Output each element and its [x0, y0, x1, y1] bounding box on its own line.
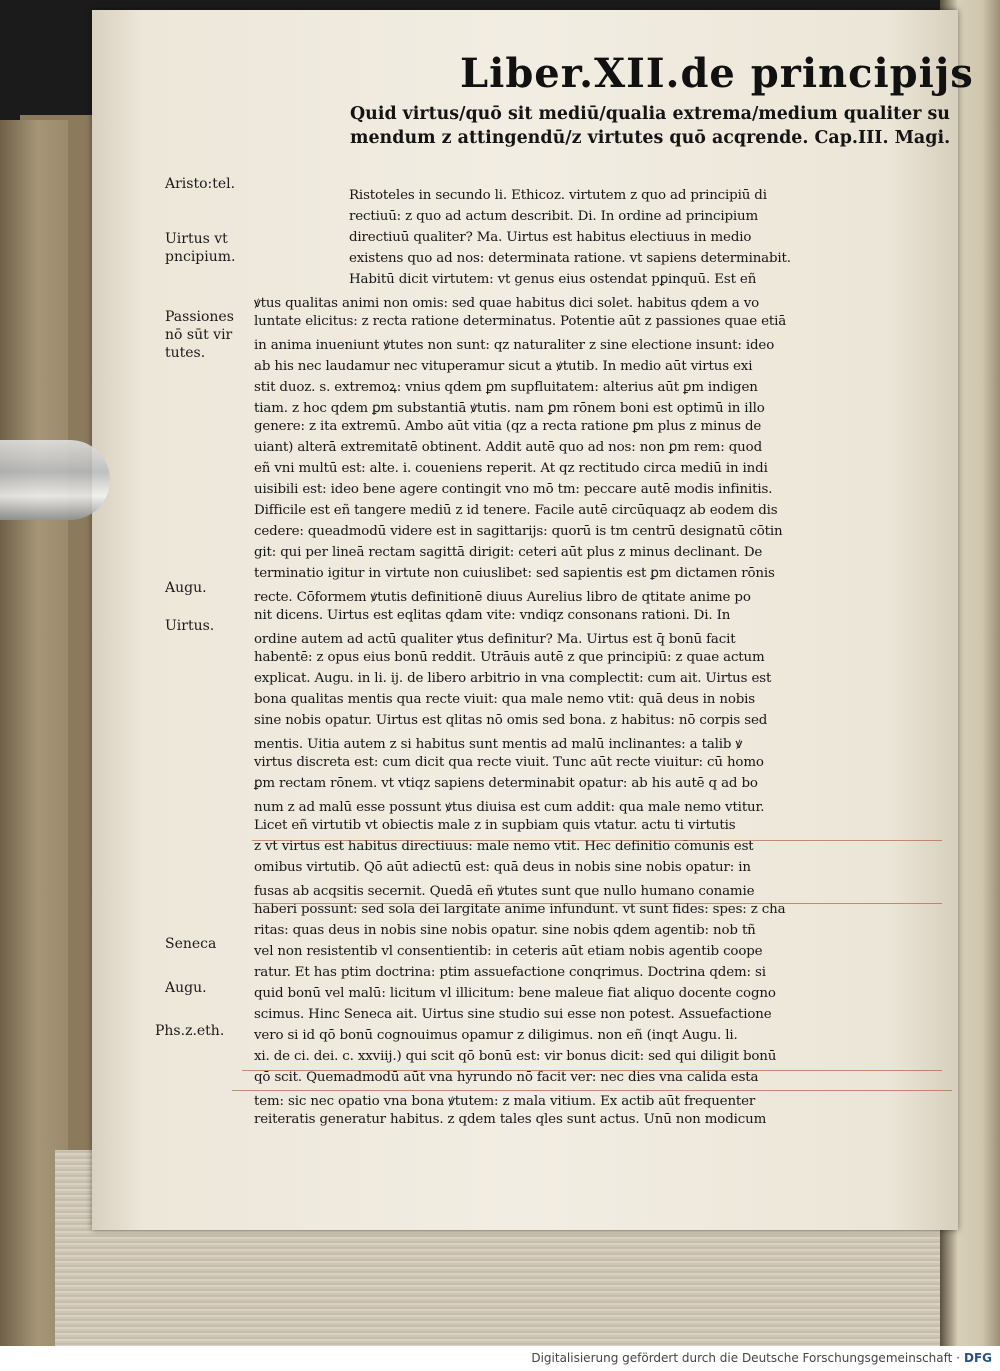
text-line: uisibili est: ideo bene agere contingit vno mō tm: peccare autē modis infinitis. [254, 482, 773, 497]
text-line: ꝟtus qualitas animi non omis: sed quae habitus dici solet. habitus qdem a vo [254, 296, 760, 311]
text-line: omibus virtutib. Qō aūt adiectū est: quā deus in nobis sine nobis opatur: in [254, 860, 751, 875]
margin-note-line: pncipium. [165, 249, 236, 265]
margin-note [165, 579, 207, 597]
margin-note-line: Aristo:tel. [165, 176, 236, 192]
running-head: Liber.XII.de principijs [460, 50, 974, 97]
text-line: explicat. Augu. in li. ij. de libero arbitrio in vna complectit: cum ait. Uirtus est [254, 671, 772, 686]
underline-mark [252, 903, 942, 904]
margin-note [155, 1022, 224, 1040]
text-line: ritas: quas deus in nobis sine nobis opatur. sine nobis qdem agentib: nob tñ [254, 923, 756, 938]
margin-note-line: Augu. [165, 580, 207, 596]
margin-note-line: tutes. [165, 345, 206, 361]
text-line: z vt virtus est habitus directiuus: male nemo vtit. Hec definitio cōmunis est [254, 839, 754, 854]
text-line: ratur. Et has ptim doctrina: ptim assuefactione conqrimus. Doctrina qdem: si [254, 965, 766, 980]
text-line: qō scit. Quemadmodū aūt vna hyrundo nō facit ver: nec dies vna calida esta [254, 1070, 759, 1085]
text-line: nit dicens. Uirtus est eqlitas qdam vite: vndiqz consonans rationi. Di. In [254, 608, 731, 623]
dfg-logo: DFG [963, 1351, 992, 1365]
text-line: ab his nec laudamur nec vituperamur sicut a ꝟtutib. In medio aūt virtus exi [254, 359, 753, 374]
margin-note [165, 617, 214, 635]
page-clip [0, 440, 110, 520]
credit-text: Digitalisierung gefördert durch die Deutsche Forschungsgemeinschaft · [531, 1351, 960, 1365]
text-line: rectiuū: z quo ad actum describit. Di. In ordine ad principium [349, 209, 759, 224]
text-line: scimus. Hinc Seneca ait. Uirtus sine studio sui esse non potest. Assuefactione [254, 1007, 772, 1022]
chapter-title [350, 102, 950, 150]
text-line: genere: z ita extremū. Ambo aūt vitia (qz a recta ratione ꝑm plus z minus de [254, 419, 762, 434]
text-line: cedere: queadmodū videre est in sagittarijs: quorū is tm centrū designatū cōtin [254, 524, 783, 539]
margin-note [165, 979, 207, 997]
text-line: reiteratis generatur habitus. z qdem tales qles sunt actus. Unū non modicum [254, 1112, 767, 1127]
margin-note [165, 175, 235, 193]
text-line: tiam. z hoc qdem ꝑm substantiā ꝟtutis. nam ꝑm rōnem boni est optimū in illo [254, 401, 765, 416]
underline-mark [232, 1090, 952, 1091]
book-page [92, 10, 974, 1230]
text-line: Difficile est eñ tangere mediū z id tenere. Facile autē circūquaqz ab eodem dis [254, 503, 778, 518]
margin-note-line: Augu. [165, 980, 207, 996]
text-line: in anima inueniunt ꝟtutes non sunt: qz naturaliter z sine electione insunt: ideo [254, 338, 775, 353]
margin-note [165, 230, 235, 266]
text-line: luntate elicitus: z recta ratione determinatus. Potentie aūt z passiones quae etiā [254, 314, 787, 329]
text-line: terminatio igitur in virtute non cuiuslibet: sed sapientis est ꝑm dictamen rōnis [254, 566, 775, 581]
text-line: mentis. Uitia autem z si habitus sunt mentis ad malū inclinantes: a talib ꝟ [254, 737, 743, 752]
margin-note-line: Passiones [165, 309, 234, 325]
text-line: directiuū qualiter? Ma. Uirtus est habitus electiuus in medio [349, 230, 752, 245]
text-line: quid bonū vel malū: licitum vl illicitum: bene maleue fiat aliquo docente cogno [254, 986, 776, 1001]
text-line: tem: sic nec opatio vna bona ꝟtutem: z mala vitium. Ex actib aūt frequenter [254, 1094, 756, 1109]
text-line: fusas ab acqsitis secernit. Quedā eñ ꝟtutes sunt que nullo humano conamie [254, 884, 755, 899]
underline-mark [252, 840, 942, 841]
margin-note-line: Seneca [165, 936, 217, 952]
text-line: Ristoteles in secundo li. Ethicoz. virtutem z quo ad principiū di [349, 188, 767, 203]
text-line: sine nobis opatur. Uirtus est qlitas nō omis sed bona. z habitus: nō corpis sed [254, 713, 768, 728]
text-line: uiant) alterā extremitatē obtinent. Addit autē quo ad nos: non ꝑm rem: quod [254, 440, 762, 455]
text-line: haberi possunt: sed sola dei largitate anime infundunt. vt sunt fides: spes: z cha [254, 902, 786, 917]
margin-note [165, 308, 234, 362]
text-line: bona qualitas mentis qua recte viuit: qua male nemo vtit: quā deus in nobis [254, 692, 756, 707]
margin-note-line: Uirtus. [165, 618, 215, 634]
chapter-title-line: mendum z attingendū/z virtutes quō acqrende. Cap.III. Magi. [350, 128, 951, 148]
text-line: vero si id qō bonū cognouimus opamur z diligimus. non eñ (inqt Augu. li. [254, 1028, 738, 1043]
text-line: ꝑm rectam rōnem. vt vtiqz sapiens determinabit opatur: ab his autē q ad bo [254, 776, 758, 791]
text-line: Licet eñ virtutib vt obiectis male z in supbiam quis vtatur. actu ti virtutis [254, 818, 736, 833]
text-line: stit duoz. s. extremoꝝ: vnius qdem ꝑm supfluitatem: alterius aūt ꝑm indigen [254, 380, 758, 395]
text-line: virtus discreta est: cum dicit qua recte viuit. Tunc aūt recte viuitur: cū homo [254, 755, 764, 770]
chapter-title-line: Quid virtus/quō sit mediū/qualia extrema/medium qualiter su [350, 104, 950, 124]
margin-note-line: Uirtus vt [165, 231, 228, 247]
text-line: git: qui per lineā rectam sagittā dirigit: ceteri aūt plus z minus declinant. De [254, 545, 763, 560]
text-line: xi. de ci. dei. c. xxviij.) qui scit qō bonū est: vir bonus dicit: sed qui diligit bonū [254, 1049, 777, 1064]
digitization-credit [531, 1351, 992, 1367]
margin-note [165, 935, 216, 953]
margin-note-line: nō sūt vir [165, 327, 233, 343]
text-line: recte. Cōformem ꝟtutis definitionē diuus Aurelius libro de qtitate anime po [254, 590, 751, 605]
text-line: existens quo ad nos: determinata ratione. vt sapiens determinabit. [349, 251, 791, 266]
text-line: habentē: z opus eius bonū reddit. Utrāuis autē z que principiū: z quae actum [254, 650, 765, 665]
text-line: eñ vni multū est: alte. i. coueniens reperit. At qz rectitudo circa mediū in indi [254, 461, 768, 476]
text-line: ordine autem ad actū qualiter ꝟtus definitur? Ma. Uirtus est q̄ bonū facit [254, 632, 736, 647]
text-line: vel non resistentib vl consentientib: in ceteris aūt etiam nobis agentib coope [254, 944, 763, 959]
margin-note-line: Phs.z.eth. [155, 1023, 225, 1039]
text-line: Habitū dicit virtutem: vt genus eius ostendat pꝑinquū. Est eñ [349, 272, 757, 287]
text-line: num z ad malū esse possunt ꝟtus diuisa est cum addit: qua male nemo vtitur. [254, 800, 765, 815]
underline-mark [242, 1070, 942, 1071]
